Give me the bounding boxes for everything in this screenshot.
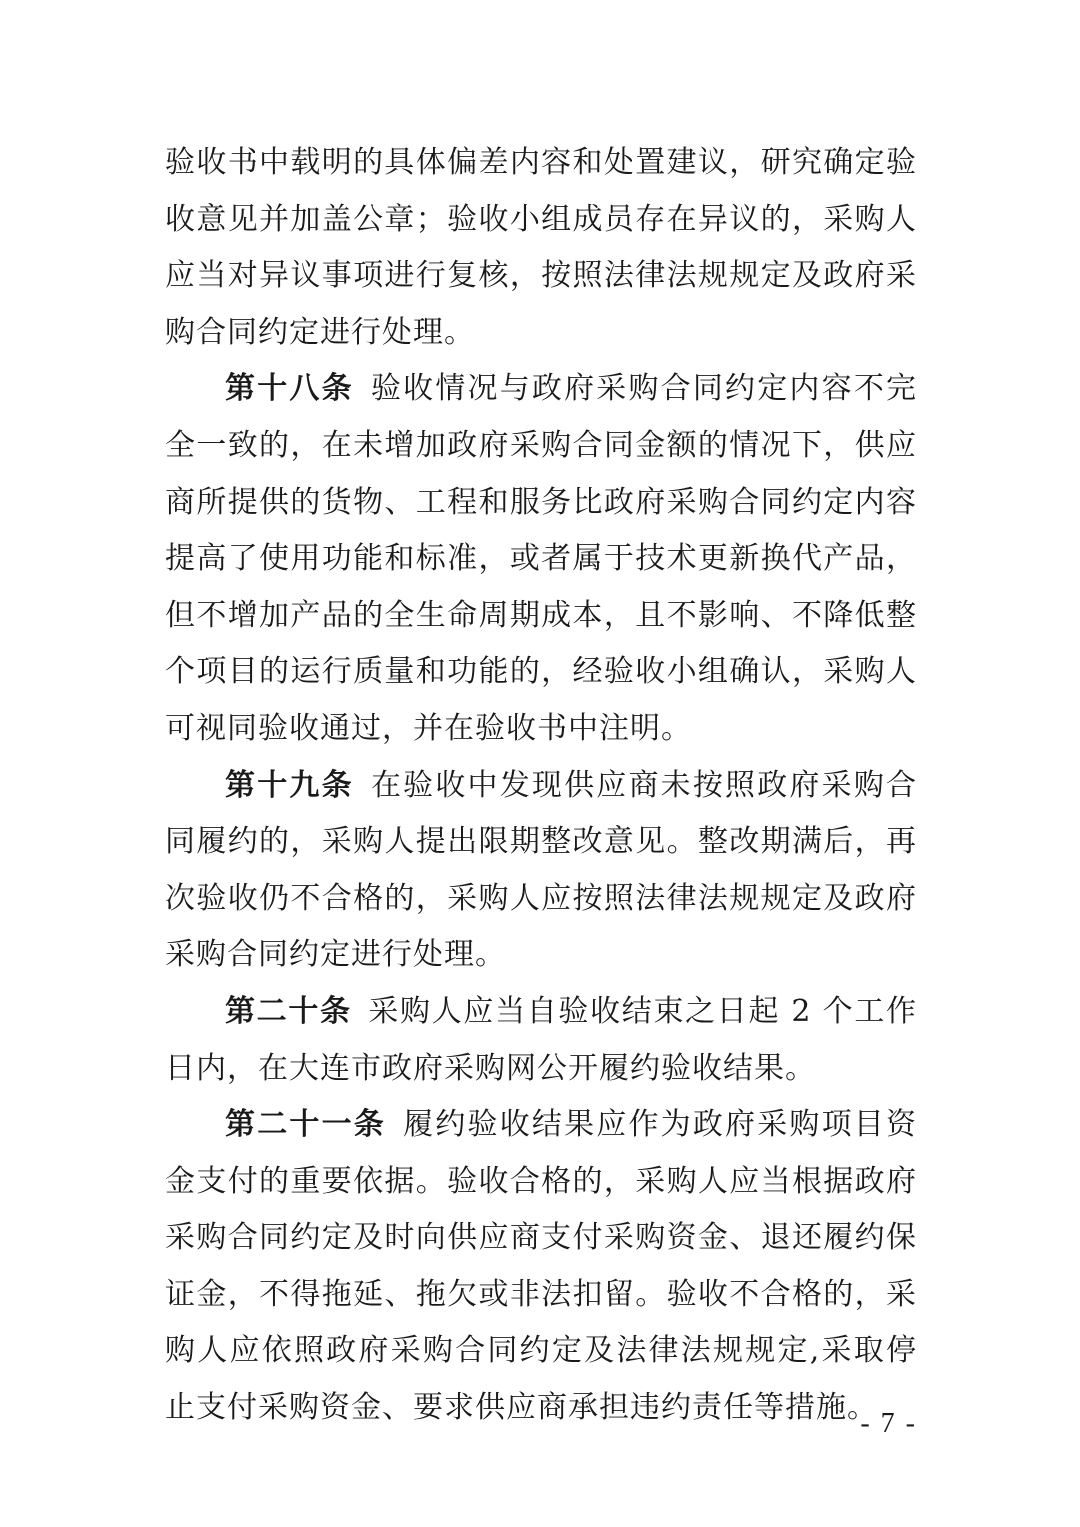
article-heading: 第二十条 — [225, 993, 352, 1029]
article-19 — [165, 758, 917, 984]
page-number: - 7 - — [860, 1408, 917, 1439]
paragraph-text: 验收书中载明的具体偏差内容和处置建议，研究确定验收意见并加盖公章；验收小组成员存在异议的，采购人应当对异议事项进行复核，按照法律法规规定及政府采购合同约定进行处理。 — [165, 145, 917, 350]
document-body — [165, 135, 917, 1437]
paragraph-text: 采购人应当自验收结束之日起 2 个工作日内，在大连市政府采购网公开履约验收结果。 — [165, 993, 917, 1086]
paragraph-continuation — [165, 135, 917, 361]
paragraph-text: 验收情况与政府采购合同约定内容不完全一致的，在未增加政府采购合同金额的情况下，供应商所提供的货物、工程和服务比政府采购合同约定内容提高了使用功能和标准，或者属于技术更新换代产品，但不增加产品的全生命周期成本，且不影响、不降低整个项目的运行质量和功能的，经验收小组确认，采购人可视同验收通过，并在验收书中注明。 — [165, 371, 918, 746]
article-21 — [165, 1097, 917, 1437]
article-heading: 第二十一条 — [225, 1107, 386, 1143]
article-heading: 第十九条 — [225, 767, 354, 803]
article-heading: 第十八条 — [225, 371, 354, 407]
article-20 — [165, 984, 917, 1097]
article-18 — [165, 361, 917, 757]
paragraph-text: 在验收中发现供应商未按照政府采购合同履约的，采购人提出限期整改意见。整改期满后，再次验收仍不合格的，采购人应按照法律法规规定及政府采购合同约定进行处理。 — [165, 767, 918, 973]
paragraph-text: 履约验收结果应作为政府采购项目资金支付的重要依据。验收合格的，采购人应当根据政府采购合同约定及时向供应商支付采购资金、退还履约保证金，不得拖延、拖欠或非法扣留。验收不合格的，采购人应依照政府采购合同约定及法律法规规定,采取停止支付采购资金、要求供应商承担违约责任等措施。 — [165, 1107, 918, 1426]
